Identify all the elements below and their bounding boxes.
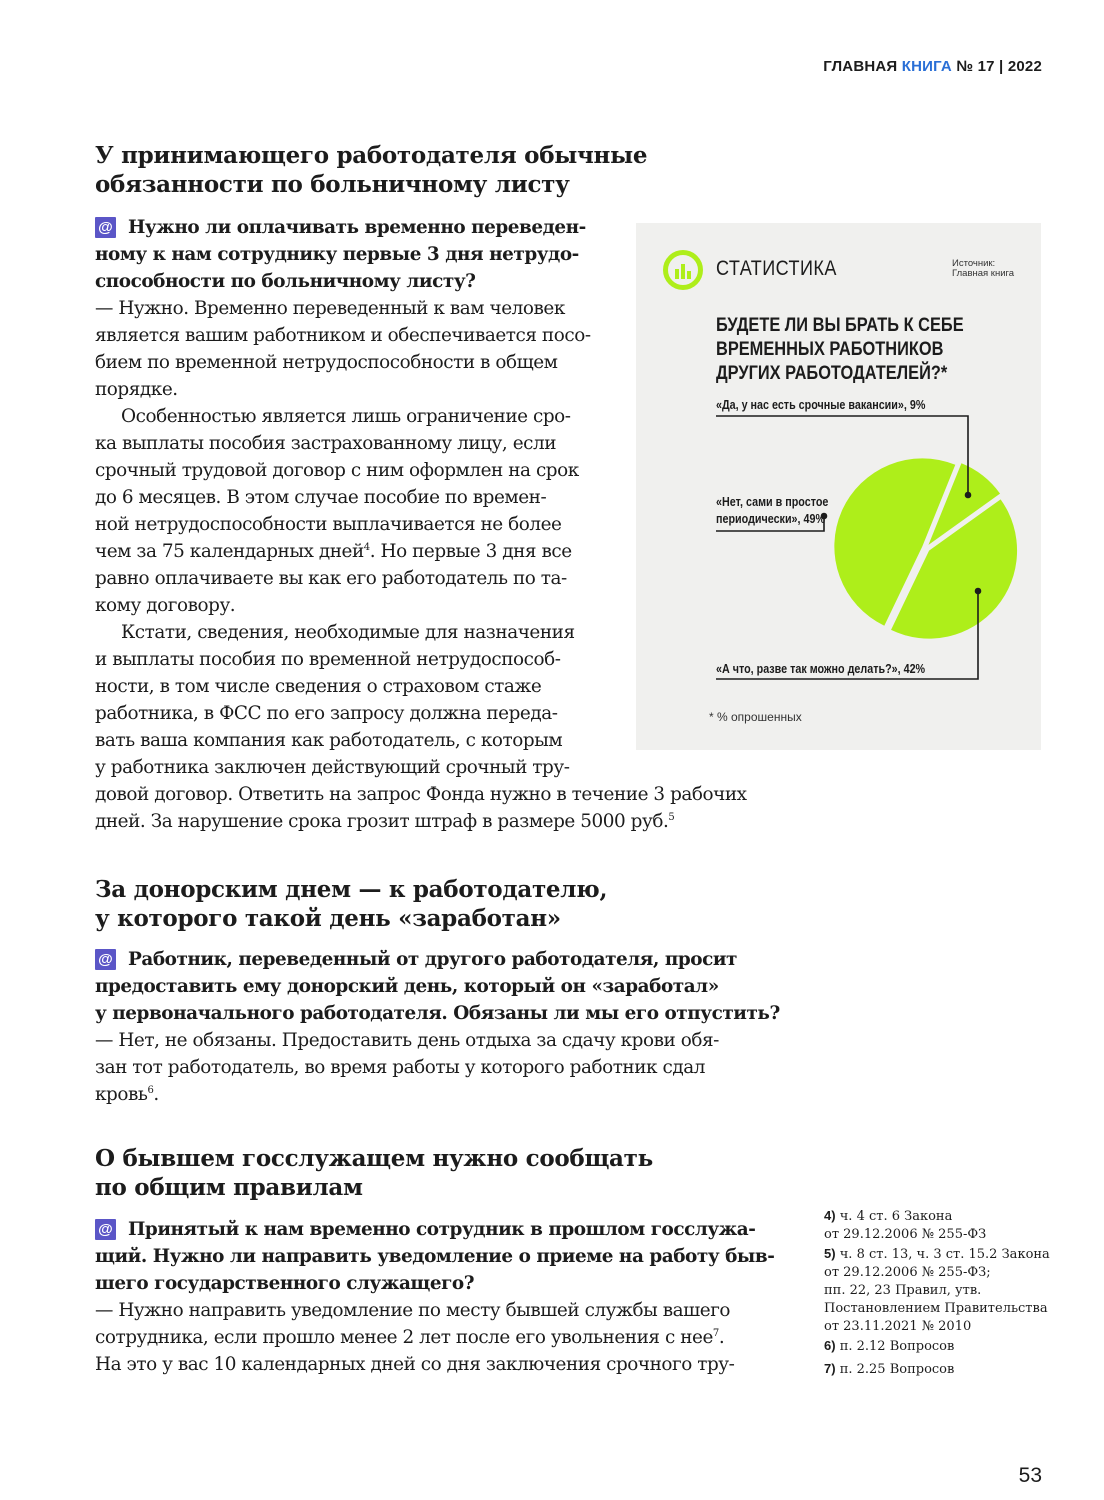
section-heading: У принимающего работодателя обычные обязанности по больничному листу — [95, 142, 648, 198]
pie-label-yes: «Да, у нас есть срочные вакансии», 9% — [716, 398, 926, 412]
stats-question: БУДЕТЕ ЛИ ВЫ БРАТЬ К СЕБЕ ВРЕМЕННЫХ РАБОТНИКОВ ДРУГИХ РАБОТОДАТЕЛЕЙ?* — [716, 314, 964, 384]
section-heading: За донорским днем — к работодателю, у которого такой день «заработан» — [95, 876, 608, 932]
footnote: 5) ч. 8 ст. 13, ч. 3 ст. 15.2 Закона от 29.12.2006 № 255-ФЗ; пп. 22, 23 Правил, утв. Постановлением Правительства от 23.11.2021 № 2010 — [824, 1246, 1050, 1334]
text-line-with-footnote: чем за 75 календарных дней$^4$. Но первые 3 дня все — [95, 541, 572, 562]
qa-marker-icon: @ — [95, 949, 116, 970]
text-line-with-footnote: кровь$^6$. — [95, 1084, 159, 1105]
pie-label-no: «Нет, сами в простое периодически», 49% — [716, 495, 829, 526]
masthead: ГЛАВНАЯ КНИГА № 17 | 2022 — [823, 58, 1042, 75]
qa-marker-icon: @ — [95, 217, 116, 238]
statistics-panel — [636, 223, 1041, 750]
stats-title: СТАТИСТИКА — [716, 257, 837, 280]
section-heading: О бывшем госслужащем нужно сообщать по общим правилам — [95, 1145, 653, 1201]
stats-source: Источник: Главная книга — [952, 258, 1015, 279]
footnote: 4) ч. 4 ст. 6 Закона от 29.12.2006 № 255-ФЗ — [824, 1208, 987, 1242]
footnote: 6) п. 2.12 Вопросов — [824, 1338, 955, 1354]
text-line-with-footnote: дней. За нарушение срока грозит штраф в размере 5000 руб.$^5$ — [95, 811, 675, 832]
leader-how-dot — [976, 589, 981, 594]
pie-label-how: «А что, разве так можно делать?», 42% — [716, 662, 926, 676]
stats-note: * % опрошенных — [709, 710, 802, 724]
page-number: 53 — [1018, 1464, 1042, 1487]
qa-marker-icon: @ — [95, 1219, 116, 1240]
text-line-with-footnote: сотрудника, если прошло менее 2 лет после его увольнения с нее$^7$. — [95, 1327, 725, 1348]
footnote: 7) п. 2.25 Вопросов — [824, 1361, 955, 1377]
leader-yes-dot — [966, 493, 971, 498]
